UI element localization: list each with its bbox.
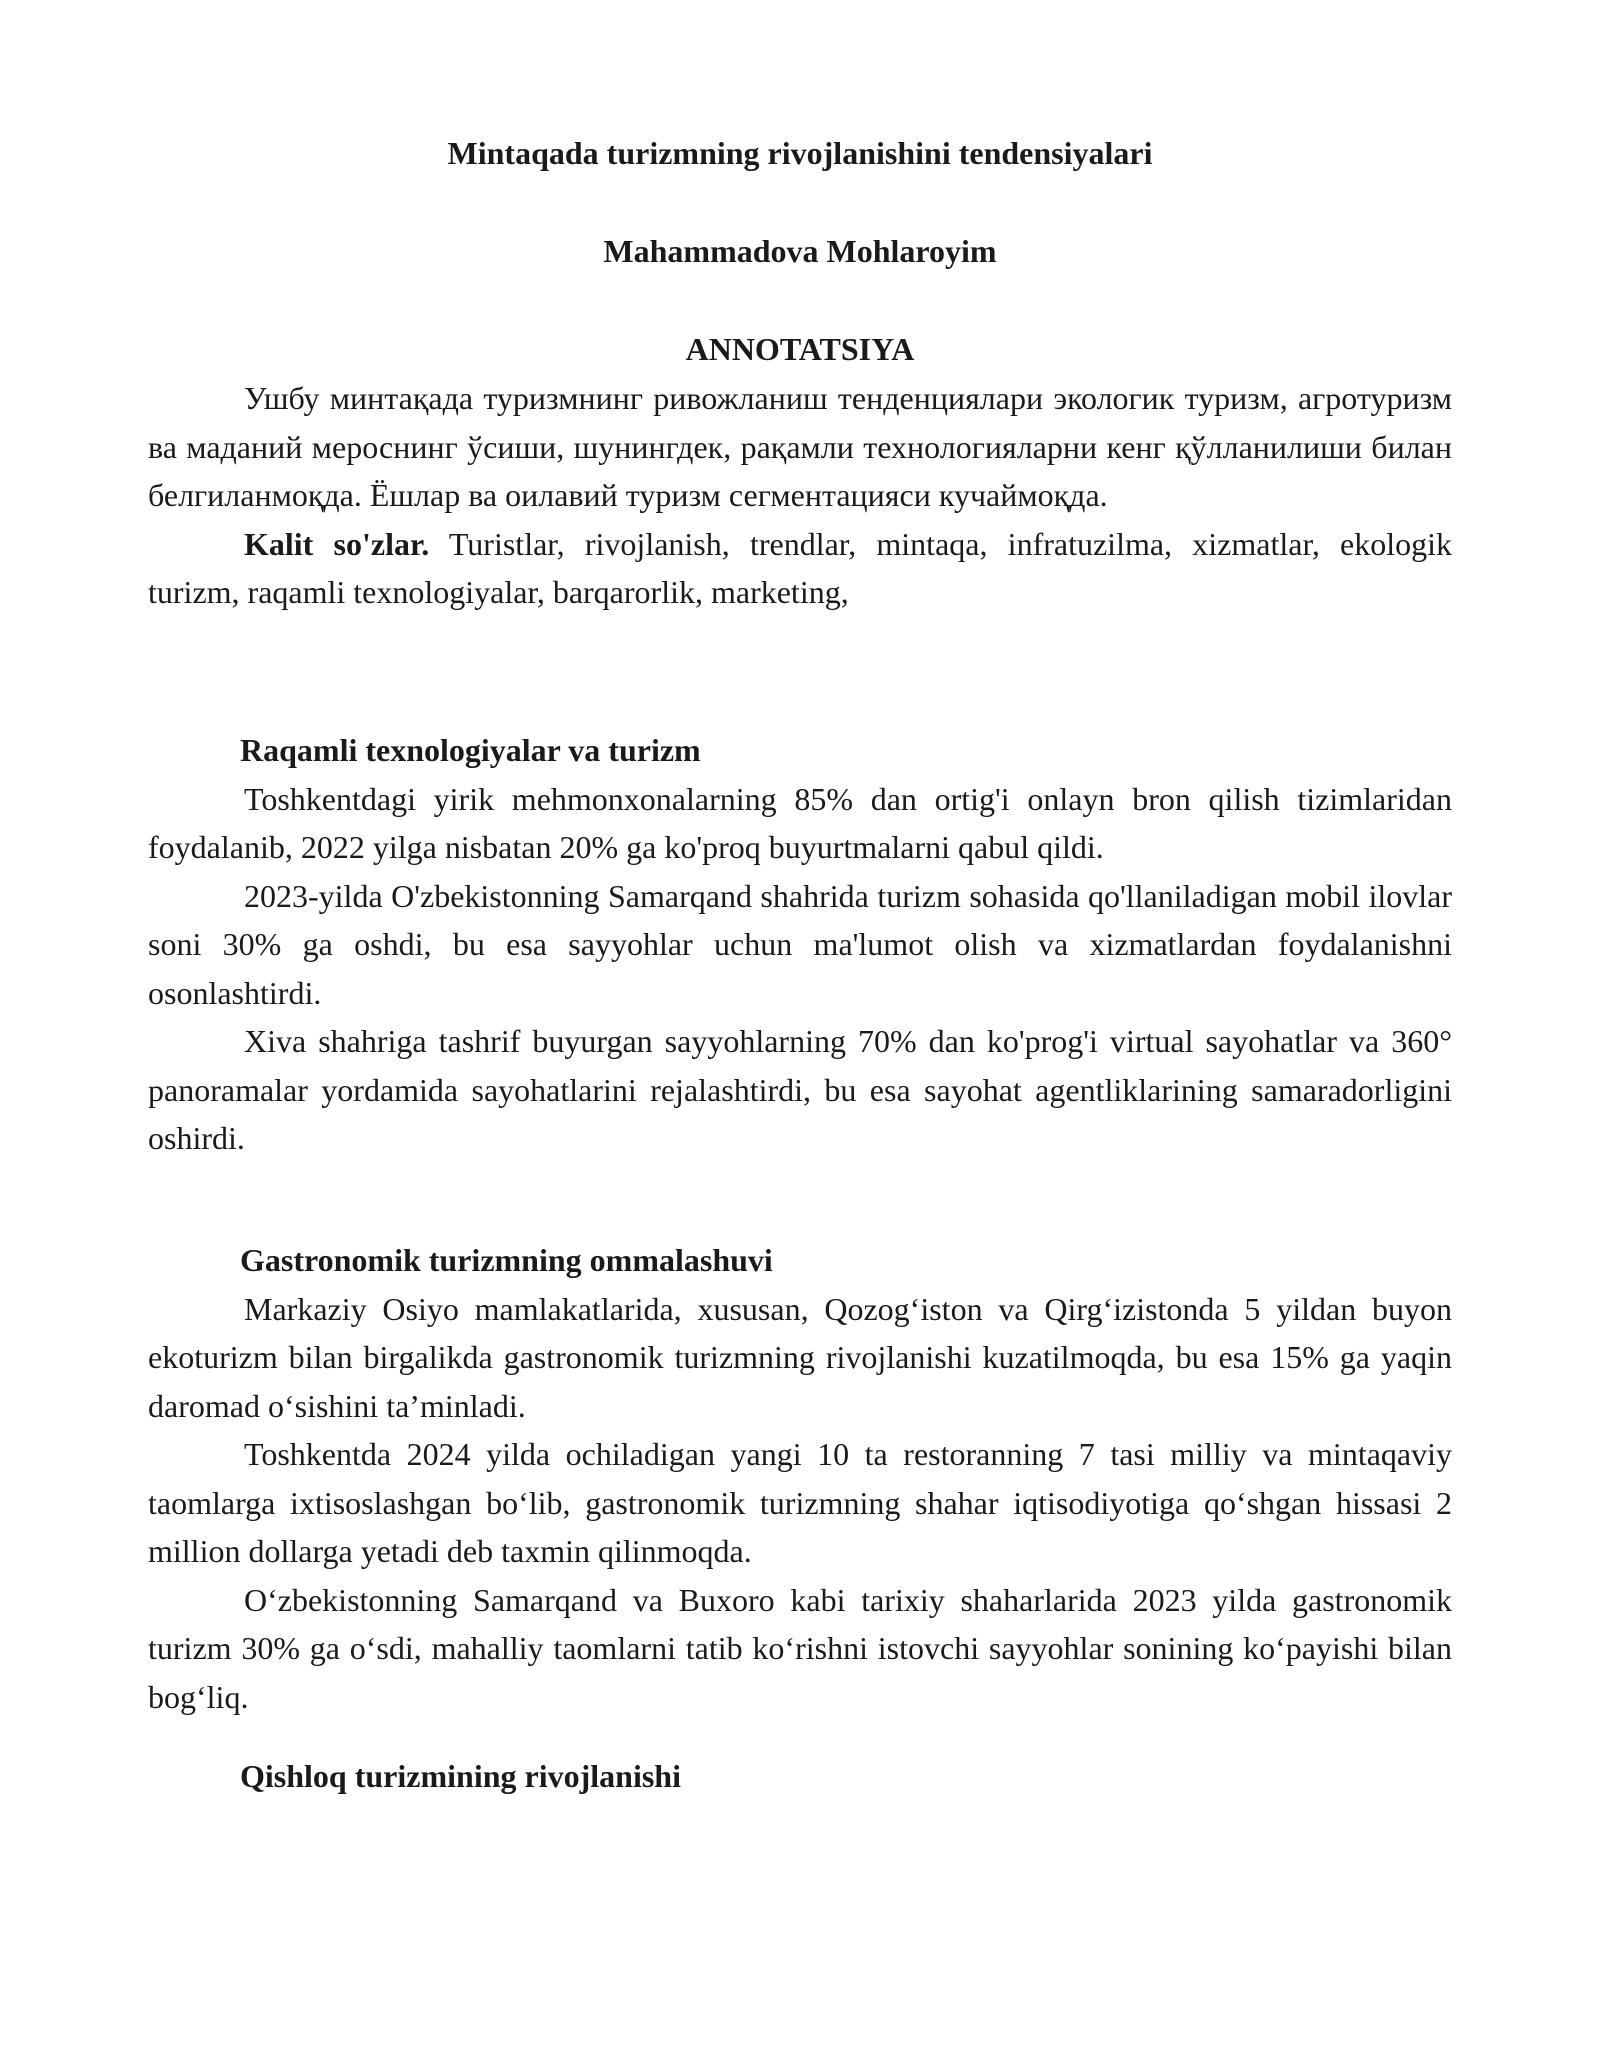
paragraph-gastro-2: Toshkentda 2024 yilda ochiladigan yangi 10 ta restoranning 7 tasi milliy va mintaqaviy taomlarga ixtisoslashgan bo‘lib, gastronomik turizmning shahar iqtisodiyotiga qo‘shgan hissasi 2 million dollarga yetadi deb taxmin qilinmoqda. [148, 1436, 1452, 1569]
keywords-label: Kalit so'zlar. [244, 525, 430, 562]
section-heading-rural: Qishloq turizmining rivojlanishi [240, 1758, 681, 1794]
annotation-text: Ушбу минтақада туризмнинг ривожланиш тенденциялари экологик туризм, агротуризм ва маданий мероснинг ўсиши, шунингдек, рақамли технологияларни кенг қўлланилиши билан белгиланмоқда. Ёшлар ва оилавий туризм сегментацияси кучаймоқда. [148, 380, 1452, 513]
annotation-heading: ANNOTATSIYA [685, 331, 915, 367]
paragraph-digital-3: Xiva shahriga tashrif buyurgan sayyohlarning 70% dan ko'prog'i virtual sayohatlar va 360° panoramalar yordamida sayohatlarini rejalashtirdi, bu esa sayohat agentliklarining samaradorligini oshirdi. [148, 1023, 1452, 1156]
keywords-paragraph [148, 520, 1452, 617]
keywords-text: Turistlar, rivojlanish, trendlar, mintaqa, infratuzilma, xizmatlar, ekologik turizm, raqamli texnologiyalar, barqarorlik, marketing, [148, 525, 1453, 610]
author-name: Mahammadova Mohlaroyim [603, 233, 997, 269]
paragraph-gastro-3: O‘zbekistonning Samarqand va Buxoro kabi tarixiy shaharlarida 2023 yilda gastronomik turizm 30% ga o‘sdi, mahalliy taomlarni tatib ko‘rishni istovchi sayyohlar sonining ko‘payishi bilan bog‘liq. [148, 1581, 1452, 1715]
document-title: Mintaqada turizmning rivojlanishini tendensiyalari [447, 135, 1153, 171]
paragraph-gastro-1: Markaziy Osiyo mamlakatlarida, xususan, Qozog‘iston va Qirg‘izistonda 5 yildan buyon ekoturizm bilan birgalikda gastronomik turizmning rivojlanishi kuzatilmoqda, bu esa 15% ga yaqin daromad o‘sishini ta’minladi. [148, 1290, 1452, 1424]
paragraph-digital-1: Toshkentdagi yirik mehmonxonalarning 85% dan ortig'i onlayn bron qilish tizimlaridan foydalanib, 2022 yilga nisbatan 20% ga ko'proq buyurtmalarni qabul qildi. [148, 780, 1452, 865]
section-heading-digital: Raqamli texnologiyalar va turizm [240, 731, 701, 768]
paragraph-digital-2: 2023-yilda O'zbekistonning Samarqand shahrida turizm sohasida qo'llaniladigan mobil ilovlar soni 30% ga oshdi, bu esa sayyohlar uchun ma'lumot olish va xizmatlardan foydalanishni osonlashtirdi. [148, 877, 1452, 1011]
section-heading-gastro: Gastronomik turizmning ommalashuvi [240, 1241, 773, 1278]
